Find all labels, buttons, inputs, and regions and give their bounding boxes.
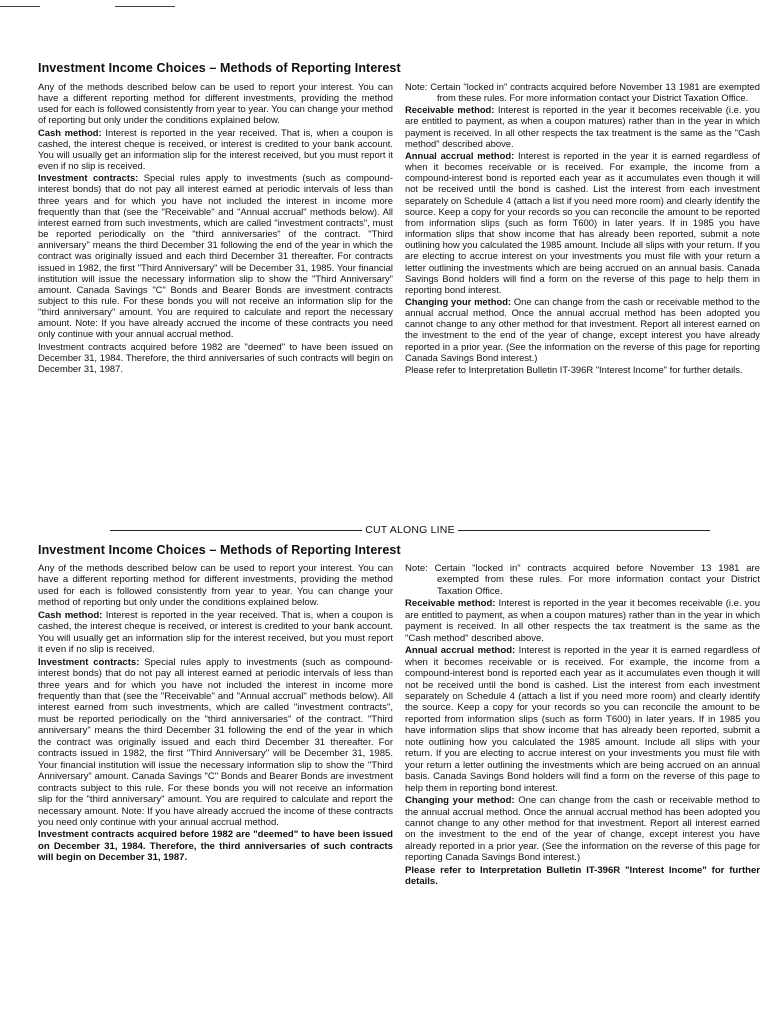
annual-accrual-label: Annual accrual method: [405, 149, 515, 161]
section-columns [38, 81, 760, 376]
cash-method-paragraph [38, 610, 393, 656]
cut-line-dash-right [458, 530, 710, 531]
right-column [405, 563, 760, 889]
receivable-method-text: Interest is reported in the year it becomes receivable (i.e. you are entitled to payment, as when a coupon matures) rather than in the year in which payment is received. In all other respects the tax treatment is the same as the "Cash method" described above. [405, 598, 761, 644]
cash-method-label: Cash method: [38, 609, 103, 621]
changing-method-label: Changing your method: [405, 795, 515, 807]
section-top [38, 61, 760, 376]
changing-method-label: Changing your method: [405, 295, 512, 307]
changing-method-text: One can change from the cash or receivable method to the annual accrual method. Once the annual accrual method has been adopted you cannot change to any other method for that investment. Report all interest earned on the investment to the end of the year of change, except interest you have already reported in a prior year. (See the information on the reverse of this page for reporting Canada Savings Bond interest.) [405, 795, 760, 864]
investment-contracts-text: Special rules apply to investments (such as compound-interest bonds) that do not pay all interest earned at periodic intervals of less than three years and for which you have not included the interest in income more frequently than that (see the "Receivable" and "Annual accrual" methods below). All interest earned from such investments, which are called "investment contracts", must be reported periodically on the "third anniversaries" of the contract. "Third anniversary" means the third December 31 following the end of the year in which the contract was originally issued and each third December 31 thereafter. For contracts issued in 1982, the first "Third Anniversary" will be December 31, 1985. Your financial institution will issue the necessary information slip to show the "Third Anniversary" amount. Canada Savings "C" Bonds and Bearer Bonds are investment contracts subject to this rule. For these bonds you will not receive an information slip for the "third anniversary" amount. You are required to calculate and report the necessary amount. Note: If you have already accrued the income of these contracts you need only continue with your annual accrual method. [38, 172, 393, 340]
top-edge-rules [0, 0, 770, 12]
edge-rule [0, 6, 40, 7]
deemed-paragraph: Investment contracts acquired before 1982 are "deemed" to have been issued on December 31, 1984. Therefore, the third anniversaries of such contracts will begin on December 31, 1987. [38, 829, 393, 864]
cut-line-dash-left [110, 530, 362, 531]
cut-along-line [110, 523, 710, 537]
receivable-method-paragraph [405, 104, 760, 149]
left-column [38, 563, 393, 889]
receivable-method-label: Receivable method: [405, 104, 495, 116]
changing-method-paragraph [405, 296, 760, 363]
locked-in-note: Note: Certain "locked in" contracts acquired before November 13 1981 are exempted from these rules. For more information contact your District Taxation Office. [405, 81, 760, 104]
cash-method-label: Cash method: [38, 126, 102, 138]
cash-method-text: Interest is reported in the year received. That is, when a coupon is cashed, the interest cheque is received, or interest is credited to your bank account. You will usually get an information slip for the interest received, but you must report it even if no slip is received. [38, 126, 393, 172]
cash-method-paragraph [38, 127, 393, 172]
section-title: Investment Income Choices – Methods of Reporting Interest [38, 543, 401, 557]
left-column [38, 81, 393, 376]
intro-paragraph: Any of the methods described below can be used to report your interest. You can have a different reporting method for different investments, providing the method used for each is followed consistently from year to year. You can change your method of reporting but only under the conditions explained below. [38, 81, 393, 126]
cash-method-text: Interest is reported in the year received. That is, when a coupon is cashed, the interest cheque is received, or interest is credited to your bank account. You will usually get an information slip for the interest received, but you must report it even if no slip is received. [38, 609, 393, 656]
locked-in-note: Note: Certain "locked in" contracts acquired before November 13 1981 are exempted from these rules. For more information contact your District Taxation Office. [405, 563, 760, 597]
annual-accrual-text: Interest is reported in the year it is earned regardless of when it becomes receivable or is received. For example, the income from a compound-interest bond is reported each year as it accumulates even though it will not be received until the bond is cashed. List the interest from each investment separately on Schedule 4 (attach a list if you need more room) and clearly identify the source. Keep a copy for your records so you can reconcile the amount to be reported from information slips (such as form T600) in later years. If in 1985 you have information slips that show income that has already been reported, submit a note outlining how you calculated the 1985 amount. Include all slips with your return. If you are electing to accrue interest on your investments you must file with your return a letter outlining the investments which are being accrued on an annual basis. Canada Savings Bond holders will find a form on the reverse of this page to help them in reporting bond interest. [405, 149, 760, 295]
deemed-paragraph: Investment contracts acquired before 1982 are "deemed" to have been issued on December 31, 1984. Therefore, the third anniversaries of such contracts will begin on December 31, 1987. [38, 340, 393, 374]
section-columns [38, 563, 760, 889]
annual-accrual-paragraph [405, 150, 760, 295]
intro-paragraph: Any of the methods described below can be used to report your interest. You can have a different reporting method for different investments, providing the method used for each is followed consistently from year to year. You can change your method of reporting but only under the conditions explained below. [38, 563, 393, 609]
section-bottom [38, 543, 760, 889]
right-column [405, 81, 760, 376]
receivable-method-text: Interest is reported in the year it becomes receivable (i.e. you are entitled to payment, as when a coupon matures) rather than in the year in which payment is received. In all other respects the tax treatment is the same as the "Cash method" described above. [405, 104, 760, 149]
annual-accrual-paragraph [405, 645, 760, 794]
receivable-method-label: Receivable method: [405, 598, 496, 610]
refer-paragraph: Please refer to Interpretation Bulletin IT-396R "Interest Income" for further details. [405, 864, 760, 888]
receivable-method-paragraph [405, 598, 760, 644]
annual-accrual-text: Interest is reported in the year it is earned regardless of when it becomes receivable or is received. For example, the income from a compound-interest bond is reported each year as it accumulates even though it will not be received until the bond is cashed. List the interest from each investment separately on Schedule 4 (attach a list if you need more room) and clearly identify the source. Keep a copy for your records so you can reconcile the amount to be reported from information slips (such as form T600) in later years. If in 1985 you have information slips that show income that has already been reported, submit a note outlining how you calculated the 1985 amount. Include all slips with your return. If you are electing to accrue interest on your investments you must file with your return a letter outlining the investments which are being accrued on an annual basis. Canada Savings Bond holders will find a form on the reverse of this page to help them in reporting bond interest. [405, 645, 760, 794]
investment-contracts-label: Investment contracts: [38, 172, 139, 184]
changing-method-text: One can change from the cash or receivable method to the annual accrual method. Once the annual accrual method has been adopted you cannot change to any other method for that investment. Report all interest earned on the investment to the end of the year of change, except interest you have already reported in a prior year. (See the information on the reverse of this page for reporting Canada Savings Bond interest.) [405, 295, 760, 363]
refer-paragraph: Please refer to Interpretation Bulletin IT-396R "Interest Income" for further details. [405, 363, 743, 375]
investment-contracts-paragraph [38, 172, 393, 339]
investment-contracts-label: Investment contracts: [38, 656, 140, 668]
cut-line-label: CUT ALONG LINE [365, 524, 455, 536]
edge-rule [115, 6, 175, 7]
investment-contracts-text: Special rules apply to investments (such as compound-interest bonds) that do not pay all interest earned at periodic intervals of less than three years and for which you have not included the interest in income more frequently than that (see the "Receivable" and "Annual accrual" methods below). All interest earned from such investments, which are called "investment contracts", must be reported periodically on the "third anniversaries" of the contract. "Third anniversary" means the third December 31 following the end of the year in which the contract was originally issued and each third December 31 thereafter. For contracts issued in 1982, the first "Third Anniversary" will be December 31, 1985. Your financial institution will issue the necessary information slip to show the "Third Anniversary" amount. Canada Savings "C" Bonds and Bearer Bonds are investment contracts subject to this rule. For these bonds you will not receive an information slip for the "third anniversary" amount. You are required to calculate and report the necessary amount. Note: If you have already accrued the income of these contracts you need only continue with your annual accrual method. [38, 656, 393, 828]
section-title: Investment Income Choices – Methods of Reporting Interest [38, 61, 401, 75]
changing-method-paragraph [405, 795, 760, 864]
annual-accrual-label: Annual accrual method: [405, 645, 516, 657]
investment-contracts-paragraph [38, 657, 393, 829]
